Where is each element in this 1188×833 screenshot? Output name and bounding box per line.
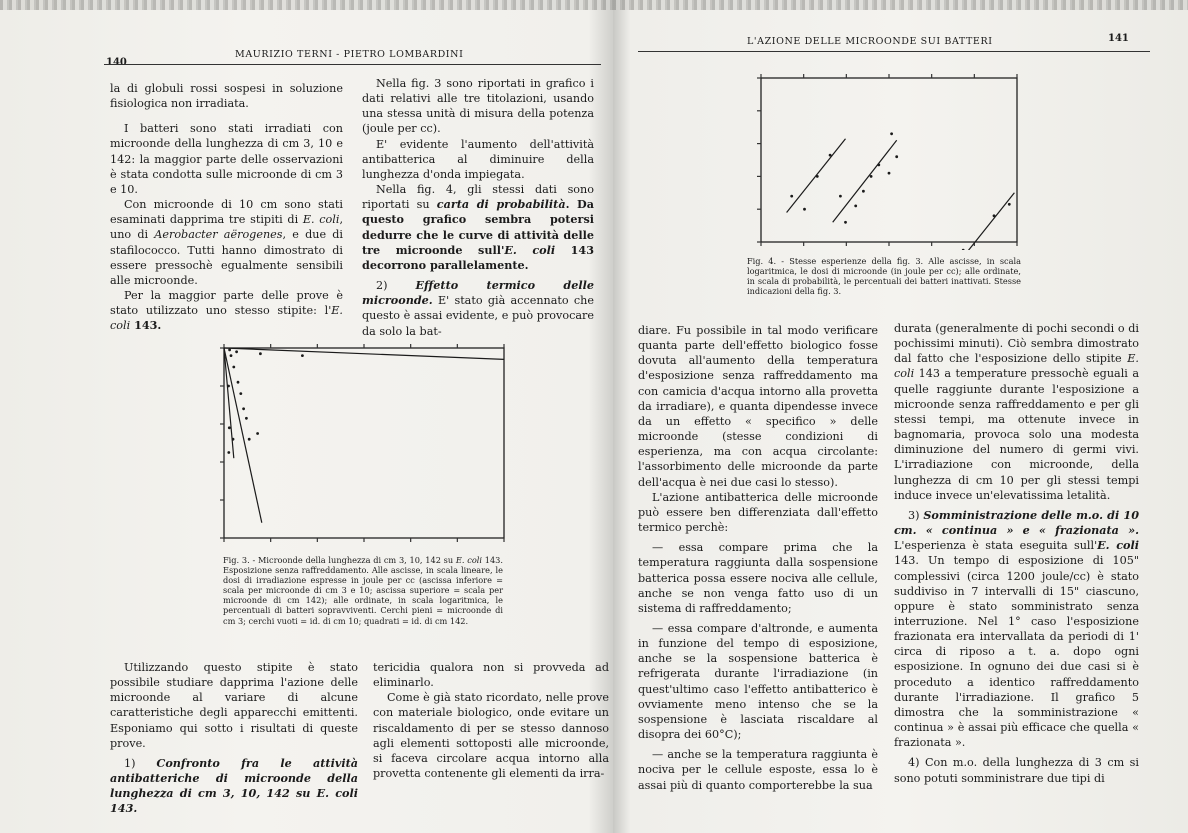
series-line-3 — [224, 348, 234, 458]
paragraph: Come è già stato ricordato, nelle prove con materiale biologico, onde evitare un riscaldamento di per se stesso dannoso agli elementi sottoposti alle microonde, si faceva circolare acqua intorno alla provetta contenente gli elementi da irra- — [373, 691, 609, 781]
data-point — [962, 249, 965, 250]
data-point — [890, 132, 893, 135]
data-point — [895, 155, 898, 158]
data-point — [1008, 203, 1011, 206]
paragraph: — essa compare prima che la temperatura raggiunta dalla sospensione batterica possa essere nociva alle cellule, anche se non venga fatto uso di un sistema di raffreddamento; — [638, 541, 878, 615]
header-rule — [104, 64, 601, 65]
column-right — [894, 321, 1139, 786]
running-head: MAURIZIO TERNI - PIETRO LOMBARDINI — [235, 49, 464, 60]
paragraph: durata (generalmente di pochi secondi o di pochissimi minuti). Ciò sembra dimostrato dal fatto che l'esposizione dello stipite E. coli 143 a temperature pressochè eguali a quelle raggiunte durante l'esposizione a microonde senza raffreddamento e per gli stessi tempi, ma ottenute invece in bagnomaria, provoca solo una modesta diminuzione del numero di germi vivi. L'irradiazione con microonde, della lunghezza di cm 10 per gli stessi tempi induce invece un'elevatissima letalità. — [894, 322, 1139, 502]
right-page — [613, 0, 1188, 833]
figure-4-plot — [753, 70, 1023, 250]
data-point — [301, 354, 304, 357]
data-point — [232, 366, 235, 369]
paragraph: 3) Somministrazione delle m.o. di 10 cm. « continua » e « frazionata ». L'esperienza è stata eseguita sull'E. coli 143. Un tempo di esposizione di 105" complessivi (circa 1200 joule/cc) è stato suddiviso in 7 intervalli di 15" ciascuno, oppure è stato somministrato senza interruzione. Nel 1° caso l'esposizione frazionata era intervallata da periodi di 1' circa di riposo a t. a. dopo ogni esposizione. In ognuno dei due casi si è proceduto a identico raffreddamento durante l'irradiazione. Il grafico 5 dimostra che la somministrazione « continua » è assai più efficace che quella « frazionata ». — [894, 507, 1139, 750]
data-point — [790, 195, 793, 198]
paragraph: Per la maggior parte delle prove è stato utilizzato uno stesso stipite: l'E. coli 143. — [110, 289, 343, 333]
data-point — [228, 426, 231, 429]
paragraph: — essa compare d'altronde, e aumenta in funzione del tempo di esposizione, anche se la sospensione batterica è refrigerata durante l'irradiazione (in quest'ultimo caso l'effetto antibatterico è ovviamente meno intenso che se la sospensione è lasciata riscaldare al disopra dei 60°C); — [638, 621, 878, 742]
data-point — [228, 349, 231, 352]
data-point — [888, 172, 891, 175]
paragraph: Nella fig. 3 sono riportati in grafico i dati relativi alle tre titolazioni, usando una stessa unità di misura della potenza (joule per cc). — [362, 77, 594, 136]
running-head: L'AZIONE DELLE MICROONDE SUI BATTERI — [747, 36, 993, 47]
paragraph: diare. Fu possibile in tal modo verificare quanta parte dell'effetto biologico fosse dovuta all'aumento della temperatura d'esposizione senza raffreddamento ma con camicia d'acqua intorno alla provetta da irradiare), e quanta dipendesse invece da un effetto « specifico » delle microonde (stesse condizioni di esperienza, ma con acqua circolante: l'assorbimento delle microonde da parte dell'acqua è nei due casi lo stesso). — [638, 324, 878, 489]
page-number: 140 — [106, 57, 127, 68]
data-point — [839, 195, 842, 198]
figure-3-plot — [212, 338, 512, 550]
data-point — [844, 221, 847, 224]
column-right-bottom — [373, 660, 609, 781]
paragraph: tericidia qualora non si provveda ad eliminarlo. — [373, 661, 609, 690]
data-point — [870, 175, 873, 178]
paragraph: — anche se la temperatura raggiunta è nociva per le cellule esposte, essa lo è assai più di quanto comporterebbe la sua — [638, 748, 878, 792]
data-point — [854, 205, 857, 208]
paragraph: 2) Effetto termico delle microonde. E' stato già accennato che questo è assai evidente, e può provocare da solo la bat- — [362, 278, 594, 338]
data-point — [227, 451, 230, 454]
figure-4-chart — [753, 70, 1023, 250]
paragraph: I batteri sono stati irradiati con microonde della lunghezza di cm 3, 10 e 142: la maggior parte delle osservazioni è stata condotta sulle microonde di cm 3 e 10. — [110, 122, 343, 196]
series-line-2 — [224, 348, 262, 523]
column-left — [638, 323, 878, 793]
data-point — [259, 352, 262, 355]
paragraph: la di globuli rossi sospesi in soluzione fisiologica non irradiata. — [110, 82, 343, 111]
column-right-top — [362, 76, 594, 339]
data-point — [237, 381, 240, 384]
data-point — [230, 354, 233, 357]
series-line-1 — [787, 139, 846, 213]
data-point — [239, 392, 242, 395]
paragraph: E' evidente l'aumento dell'attività antibatterica al diminuire della lunghezza d'onda impiegata. — [362, 137, 594, 181]
paragraph: L'azione antibatterica delle microonde può essere ben differenziata dall'effetto termico perchè: — [638, 490, 878, 535]
series-line-2 — [833, 140, 897, 222]
data-point — [829, 154, 832, 157]
paragraph: Con microonde di 10 cm sono stati esaminati dapprima tre stipiti di E. coli, uno di Aerobacter aërogenes, e due di stafilococco. Tutti hanno dimostrato di essere pressochè egualmente sensibili alle microonde. — [110, 198, 344, 287]
data-point — [256, 432, 259, 435]
data-point — [803, 208, 806, 211]
plot-frame — [761, 78, 1017, 242]
page-number: 141 — [1108, 33, 1129, 44]
paragraph: Nella fig. 4, gli stessi dati sono riportati su carta di probabilità. Da questo grafico sembra potersi dedurre che le curve di attività delle tre microonde sull'E. coli 143 decorrono parallelamente. — [362, 183, 595, 272]
figure-3-caption: Fig. 3. - Microonde della lunghezza di cm 3, 10, 142 su E. coli 143. Esposizione senza raffreddamento. Alle ascisse, in scala lineare, le dosi di irradiazione espresse in joule per cc (ascissa inferiore = scala per microonde di cm 3 e 10; ascissa superiore = scala per microonde di cm 142); alle ordinate, in scala logaritmica, le percentuali di batteri sopravviventi. Cerchi pieni = microonde di cm 3; cerchi vuoti = id. di cm 10; quadrati = id. di cm 142. — [223, 555, 503, 626]
data-point — [993, 214, 996, 217]
data-point — [235, 350, 238, 353]
data-point — [816, 175, 819, 178]
data-point — [877, 164, 880, 167]
data-point — [248, 438, 251, 441]
paragraph: 4) Con m.o. della lunghezza di 3 cm si sono potuti somministrare due tipi di — [894, 756, 1139, 785]
scan-edge — [0, 0, 613, 10]
paragraph: Utilizzando questo stipite è stato possibile studiare dapprima l'azione delle microonde al variare di alcune caratteristiche degli apparecchi emittenti. Esponiamo qui sotto i risultati di queste prove. — [110, 661, 358, 750]
data-point — [862, 190, 865, 193]
column-left-top — [110, 81, 343, 334]
figure-3-chart — [212, 338, 512, 550]
data-point — [242, 407, 245, 410]
data-point — [227, 385, 230, 388]
plot-frame — [224, 348, 504, 538]
series-line-1 — [224, 348, 504, 359]
data-point — [245, 417, 248, 420]
data-point — [232, 438, 235, 441]
header-rule — [638, 51, 1150, 52]
figure-4-caption: Fig. 4. - Stesse esperienze della fig. 3. Alle ascisse, in scala logaritmica, le dosi di microonde (in joule per cc); alle ordinate, in scala di probabilità, le percentuali dei batteri inattivati. Stesse indicazioni della fig. 3. — [747, 256, 1021, 297]
scan-edge — [613, 0, 1188, 10]
paragraph: 1) Confronto fra le attività antibatteriche di microonde della lunghezza di cm 3, 10, 142 su E. coli 143. — [110, 755, 358, 816]
column-left-bottom — [110, 660, 358, 817]
